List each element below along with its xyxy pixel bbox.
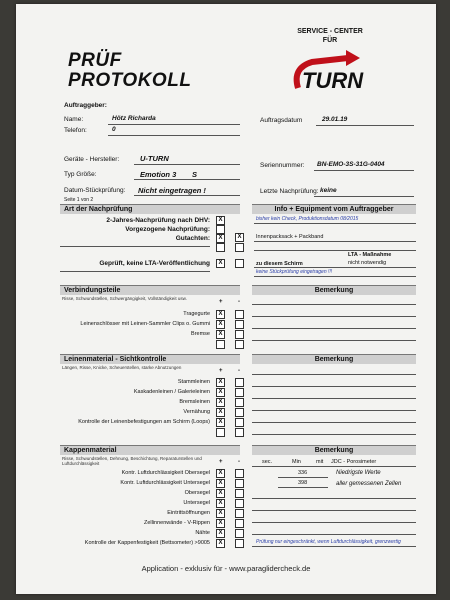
- kap-row-0-plus[interactable]: X: [216, 469, 225, 478]
- kappe-remark-header: Bemerkung: [252, 445, 416, 455]
- logo-text: TURN: [302, 68, 364, 93]
- service-center-label: SERVICE - CENTER: [297, 28, 363, 35]
- lein-row-4-label: Kontrolle der Leinenbefestigungen am Schirm (Loops): [78, 419, 210, 425]
- remark2: aller gemessenen Zellen: [336, 481, 402, 487]
- lein-blank-plus[interactable]: [216, 428, 225, 437]
- verb-row-1-plus[interactable]: X: [216, 320, 225, 329]
- kap-row-6-plus[interactable]: X: [216, 529, 225, 538]
- verb-row-0-minus[interactable]: [235, 310, 244, 319]
- kap-row-7-plus[interactable]: X: [216, 539, 225, 548]
- uturn-logo: [288, 48, 374, 94]
- kappe-plus: +: [219, 459, 223, 465]
- order-date-label: Auftragsdatum: [260, 117, 303, 124]
- mit-label: mit: [316, 459, 324, 465]
- last-check-label: Letzte Nachprüfung:: [260, 188, 319, 195]
- np-row-2-label: Gutachten:: [175, 235, 210, 242]
- last-check-value: keine: [320, 187, 337, 194]
- leinen-header: Leinenmaterial - Sichtkontrolle: [60, 354, 240, 364]
- lta-left: zu diesem Schirm: [256, 261, 303, 267]
- kap-row-0-label: Kontr. Luftdurchlässigkeit Obersegel: [121, 470, 210, 476]
- kap-row-2-plus[interactable]: X: [216, 489, 225, 498]
- kap-row-3-minus[interactable]: [235, 499, 244, 508]
- service-center-fuer: FÜR: [322, 37, 338, 44]
- lein-row-3-label: Vernähung: [183, 409, 210, 415]
- lein-row-1-label: Kaskadenleinen / Galerieleinen: [133, 389, 210, 395]
- lein-row-0-label: Stammleinen: [177, 379, 210, 385]
- lein-blank-minus[interactable]: [235, 428, 244, 437]
- np-row-2-checkbox[interactable]: X: [216, 234, 225, 243]
- equip-checkbox[interactable]: X: [235, 233, 244, 242]
- serial-value: BN-EMO-3S-31G-0404: [317, 161, 385, 168]
- phone-label: Telefon:: [64, 127, 87, 134]
- lein-row-0-plus[interactable]: X: [216, 378, 225, 387]
- kap-row-1-minus[interactable]: [235, 479, 244, 488]
- verbindung-minus: -: [238, 299, 240, 305]
- np-row-0-checkbox[interactable]: X: [216, 216, 225, 225]
- info-header: Info + Equipment vom Auftraggeber: [252, 204, 416, 214]
- val-unter: 398: [298, 480, 308, 486]
- page-info: Seite 1 von 2: [64, 197, 94, 203]
- verb-row-0-plus[interactable]: X: [216, 310, 225, 319]
- leinen-minus: -: [238, 368, 240, 374]
- kap-row-4-minus[interactable]: [235, 509, 244, 518]
- verb-row-2-label: Bremse: [191, 331, 210, 337]
- leinen-desc: Längen, Risse, Knicke, Scheuerstellen, starke Abnutzungen: [62, 365, 182, 370]
- name-label: Name:: [64, 116, 84, 123]
- kap-row-1-plus[interactable]: X: [216, 479, 225, 488]
- phone-value: 0: [112, 126, 116, 133]
- check-date-label: Datum-Stückprüfung:: [64, 187, 126, 194]
- verb-row-1-minus[interactable]: [235, 320, 244, 329]
- np-row-1-label: Vorgezogene Nachprüfung:: [125, 226, 210, 233]
- protocol-sheet: [16, 4, 436, 594]
- np-lta-label: Geprüft, keine LTA-Veröffentlichung: [99, 260, 210, 267]
- lein-row-1-minus[interactable]: [235, 388, 244, 397]
- equip-label: Innenpacksack + Packband: [256, 234, 324, 240]
- kappe-minus: -: [238, 459, 240, 465]
- remark1: Niedrigste Werte: [336, 470, 381, 476]
- kap-row-7-minus[interactable]: [235, 539, 244, 548]
- np-row-1-checkbox[interactable]: [216, 225, 225, 234]
- kap-row-5-label: Zellinnenwände - V-Rippen: [143, 520, 210, 526]
- lein-row-4-minus[interactable]: [235, 418, 244, 427]
- kap-row-3-label: Untersegel: [183, 500, 210, 506]
- kappe-desc: Risse, Schwundstellen, Dehnung, Beschichtung, Reparaturstellen und Luftdurchlässigkeit: [62, 456, 202, 466]
- lta-title: LTA - Maßnahme: [348, 252, 392, 258]
- kap-row-6-label: Nähte: [195, 530, 210, 536]
- kappe-foot-note: Prüfung nur eingeschränkt, wenn Luftdurchlässigkeit, grenzwertig: [256, 539, 401, 545]
- maker-label: Geräte - Hersteller:: [64, 156, 120, 163]
- instrument-label: JDC - Porosimeter: [331, 459, 377, 465]
- info-note2: keine Stückprüfung eingetragen !!!: [256, 269, 333, 275]
- type-label: Typ Größe:: [64, 171, 97, 178]
- kap-row-2-label: Obersegel: [184, 490, 210, 496]
- lein-row-1-plus[interactable]: X: [216, 388, 225, 397]
- np-blank-checkbox[interactable]: [216, 243, 225, 252]
- footer-text: Application - exklusiv für - www.paraglidercheck.de: [141, 564, 311, 573]
- type-value: Emotion 3: [140, 170, 177, 179]
- lta-right: nicht notwendig: [348, 260, 387, 266]
- verbindung-desc: Risse, Schwundstellen, Schwergängigkeit, Vollständigkeit usw.: [62, 296, 187, 301]
- title-line2: PROTOKOLL: [68, 70, 192, 91]
- kap-row-0-minus[interactable]: [235, 469, 244, 478]
- kap-row-6-minus[interactable]: [235, 529, 244, 538]
- maker-value: U-TURN: [140, 154, 169, 163]
- np-row-0-label: 2-Jahres-Nachprüfung nach DHV:: [106, 217, 210, 224]
- kap-row-5-plus[interactable]: X: [216, 519, 225, 528]
- lein-row-2-plus[interactable]: X: [216, 398, 225, 407]
- kappe-header: Kappenmaterial: [60, 445, 240, 455]
- info-note1: bisher kein Check, Produktionsdatum 08/2015: [256, 216, 359, 222]
- verb-row-2-minus[interactable]: [235, 330, 244, 339]
- leinen-remark-header: Bemerkung: [252, 354, 416, 364]
- verb-row-1-label: Leinenschlösser mit Leinen-Sammler Clips o. Gummi: [80, 321, 210, 327]
- lein-row-0-minus[interactable]: [235, 378, 244, 387]
- verbindung-plus: +: [219, 299, 223, 305]
- min-label: Min: [292, 459, 301, 465]
- verb-blank-minus[interactable]: [235, 340, 244, 349]
- customer-section-label: Auftraggeber:: [64, 102, 107, 109]
- size-value: S: [192, 170, 198, 179]
- check-date-value: Nicht eingetragen !: [138, 186, 206, 195]
- leinen-plus: +: [219, 368, 223, 374]
- info-blank-checkbox[interactable]: [235, 243, 244, 252]
- serial-label: Seriennummer:: [260, 162, 305, 169]
- order-date-value: 29.01.19: [322, 116, 348, 123]
- lta-checkbox[interactable]: [235, 259, 244, 268]
- sec-label: sec.: [262, 459, 273, 465]
- kap-row-4-plus[interactable]: X: [216, 509, 225, 518]
- verb-row-2-plus[interactable]: X: [216, 330, 225, 339]
- kap-row-5-minus[interactable]: [235, 519, 244, 528]
- kap-row-1-label: Kontr. Luftdurchlässigkeit Untersegel: [120, 480, 210, 486]
- title-line1: PRÜF: [68, 50, 122, 71]
- verb-blank-plus[interactable]: [216, 340, 225, 349]
- verbindung-header: Verbindungsteile: [60, 285, 240, 295]
- kap-row-7-label: Kontrolle der Kappenfestigkeit (Bettsometer) >9005: [84, 540, 210, 546]
- lein-row-3-plus[interactable]: X: [216, 408, 225, 417]
- val-ober: 336: [298, 470, 308, 476]
- nachpruefung-header: Art der Nachprüfung: [60, 204, 240, 214]
- verb-row-0-label: Tragegurte: [183, 311, 210, 317]
- name-value: Hötz Richarda: [112, 115, 156, 122]
- lein-row-3-minus[interactable]: [235, 408, 244, 417]
- kap-row-2-minus[interactable]: [235, 489, 244, 498]
- lein-row-2-label: Bremsleinen: [179, 399, 210, 405]
- kap-row-3-plus[interactable]: X: [216, 499, 225, 508]
- np-lta-checkbox[interactable]: X: [216, 259, 225, 268]
- lein-row-2-minus[interactable]: [235, 398, 244, 407]
- kap-row-4-label: Eintrittsöffnungen: [167, 510, 210, 516]
- verbindung-remark-header: Bemerkung: [252, 285, 416, 295]
- lein-row-4-plus[interactable]: X: [216, 418, 225, 427]
